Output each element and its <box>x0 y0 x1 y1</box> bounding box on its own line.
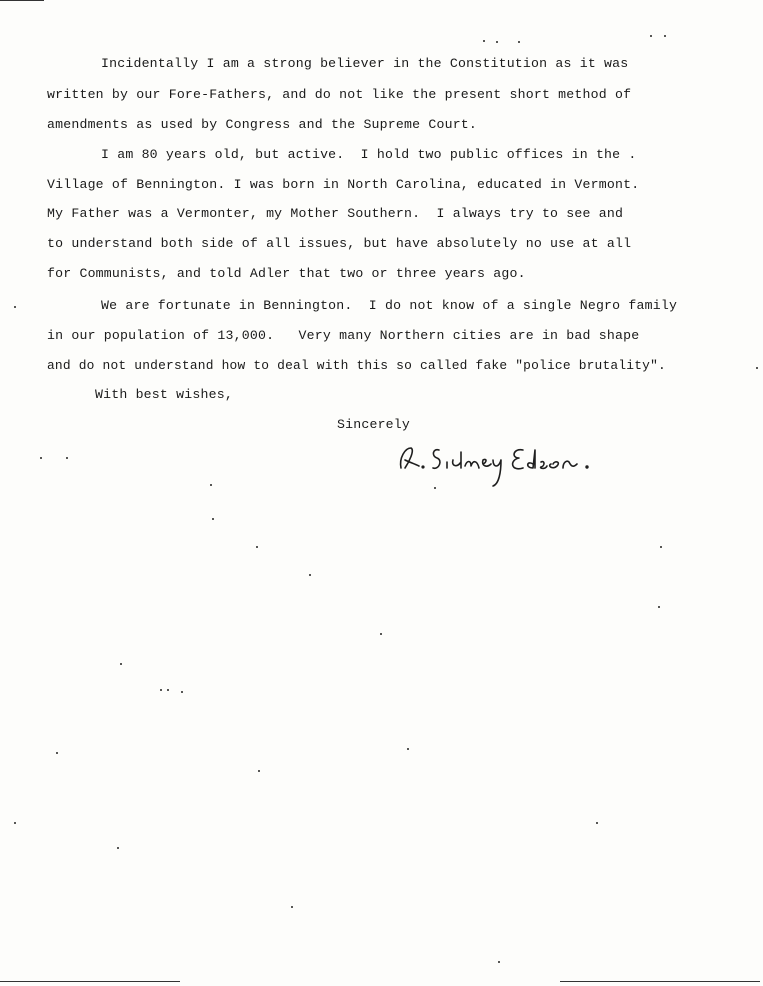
scan-speck <box>160 689 162 691</box>
paragraph-2-line-2: Village of Bennington. I was born in North Carolina, educated in Vermont. <box>47 177 640 192</box>
scan-speck <box>40 457 42 459</box>
scan-speck <box>596 822 598 824</box>
handwritten-signature <box>395 440 625 490</box>
scan-speck <box>498 961 500 963</box>
scan-speck <box>496 41 498 43</box>
paragraph-2-line-1: I am 80 years old, but active. I hold two public offices in the . <box>101 147 637 162</box>
bottom-scan-edge-left <box>0 981 180 982</box>
scan-speck <box>258 770 260 772</box>
paragraph-1-line-3: amendments as used by Congress and the Supreme Court. <box>47 117 478 132</box>
paragraph-3-line-2: in our population of 13,000. Very many Northern cities are in bad shape <box>47 328 640 343</box>
scan-speck <box>483 40 485 42</box>
scan-speck <box>117 847 119 849</box>
scan-speck <box>256 546 258 548</box>
sign-off: Sincerely <box>337 417 411 432</box>
scan-speck <box>756 367 758 369</box>
bottom-scan-edge-right <box>560 981 760 982</box>
scan-speck <box>212 518 214 520</box>
scan-speck <box>14 822 16 824</box>
closing-line: With best wishes, <box>95 387 233 402</box>
scan-speck <box>660 546 662 548</box>
scan-speck <box>66 457 68 459</box>
scan-speck <box>518 41 520 43</box>
scan-speck <box>210 484 212 486</box>
scan-speck <box>181 691 183 693</box>
scan-speck <box>658 606 660 608</box>
scan-speck <box>664 35 666 37</box>
scan-speck <box>167 689 169 691</box>
scan-speck <box>120 663 122 665</box>
paragraph-2-line-5: for Communists, and told Adler that two or three years ago. <box>47 266 526 281</box>
paragraph-2-line-4: to understand both side of all issues, but have absolutely no use at all <box>47 236 632 251</box>
top-left-mark <box>0 0 44 1</box>
scan-speck <box>14 306 16 308</box>
paragraph-2-line-3: My Father was a Vermonter, my Mother Southern. I always try to see and <box>47 206 624 221</box>
paragraph-3-line-3: and do not understand how to deal with this so called fake "police brutality". <box>47 358 666 373</box>
scan-speck <box>380 633 382 635</box>
scan-speck <box>650 35 652 37</box>
scan-speck <box>407 748 409 750</box>
scan-speck <box>56 752 58 754</box>
paragraph-1-line-2: written by our Fore-Fathers, and do not like the present short method of <box>47 87 632 102</box>
paragraph-3-line-1: We are fortunate in Bennington. I do not know of a single Negro family <box>101 298 678 313</box>
scan-speck <box>309 574 311 576</box>
scan-speck <box>434 487 436 489</box>
scan-speck <box>291 906 293 908</box>
paragraph-1-line-1: Incidentally I am a strong believer in the Constitution as it was <box>101 56 629 71</box>
